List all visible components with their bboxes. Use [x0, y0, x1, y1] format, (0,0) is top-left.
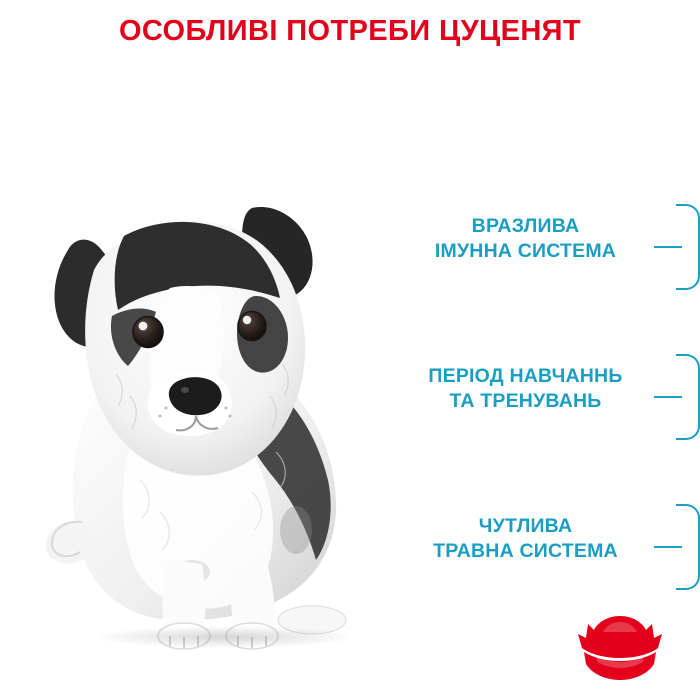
feature-label: [403, 364, 648, 414]
puppy-photo: [20, 120, 420, 650]
feature-label: [403, 514, 648, 564]
feature-label-line2: ТА ТРЕНУВАНЬ: [449, 389, 602, 412]
feature-list: [390, 196, 700, 646]
bracket-connector-icon: [654, 504, 700, 590]
feature-label-line2: ТРАВНА СИСТЕМА: [433, 539, 618, 562]
feature-label: [403, 214, 648, 264]
feature-item-immune-system: [390, 196, 700, 346]
feature-label-line1: ВРАЗЛИВА: [471, 215, 580, 237]
bracket-connector-icon: [654, 204, 700, 290]
page-title: ОСОБЛИВІ ПОТРЕБИ ЦУЦЕНЯТ: [118, 15, 582, 47]
royal-canin-logo: [564, 612, 676, 684]
feature-label-line1: ЧУТЛИВА: [478, 515, 573, 537]
bracket-connector-icon: [654, 354, 700, 440]
feature-label-line2: ІМУННА СИСТЕМА: [434, 239, 617, 262]
feature-item-training-period: [390, 346, 700, 496]
feature-label-line1: ПЕРІОД НАВЧАННЬ: [428, 365, 623, 387]
floor-shadow: [95, 626, 355, 648]
